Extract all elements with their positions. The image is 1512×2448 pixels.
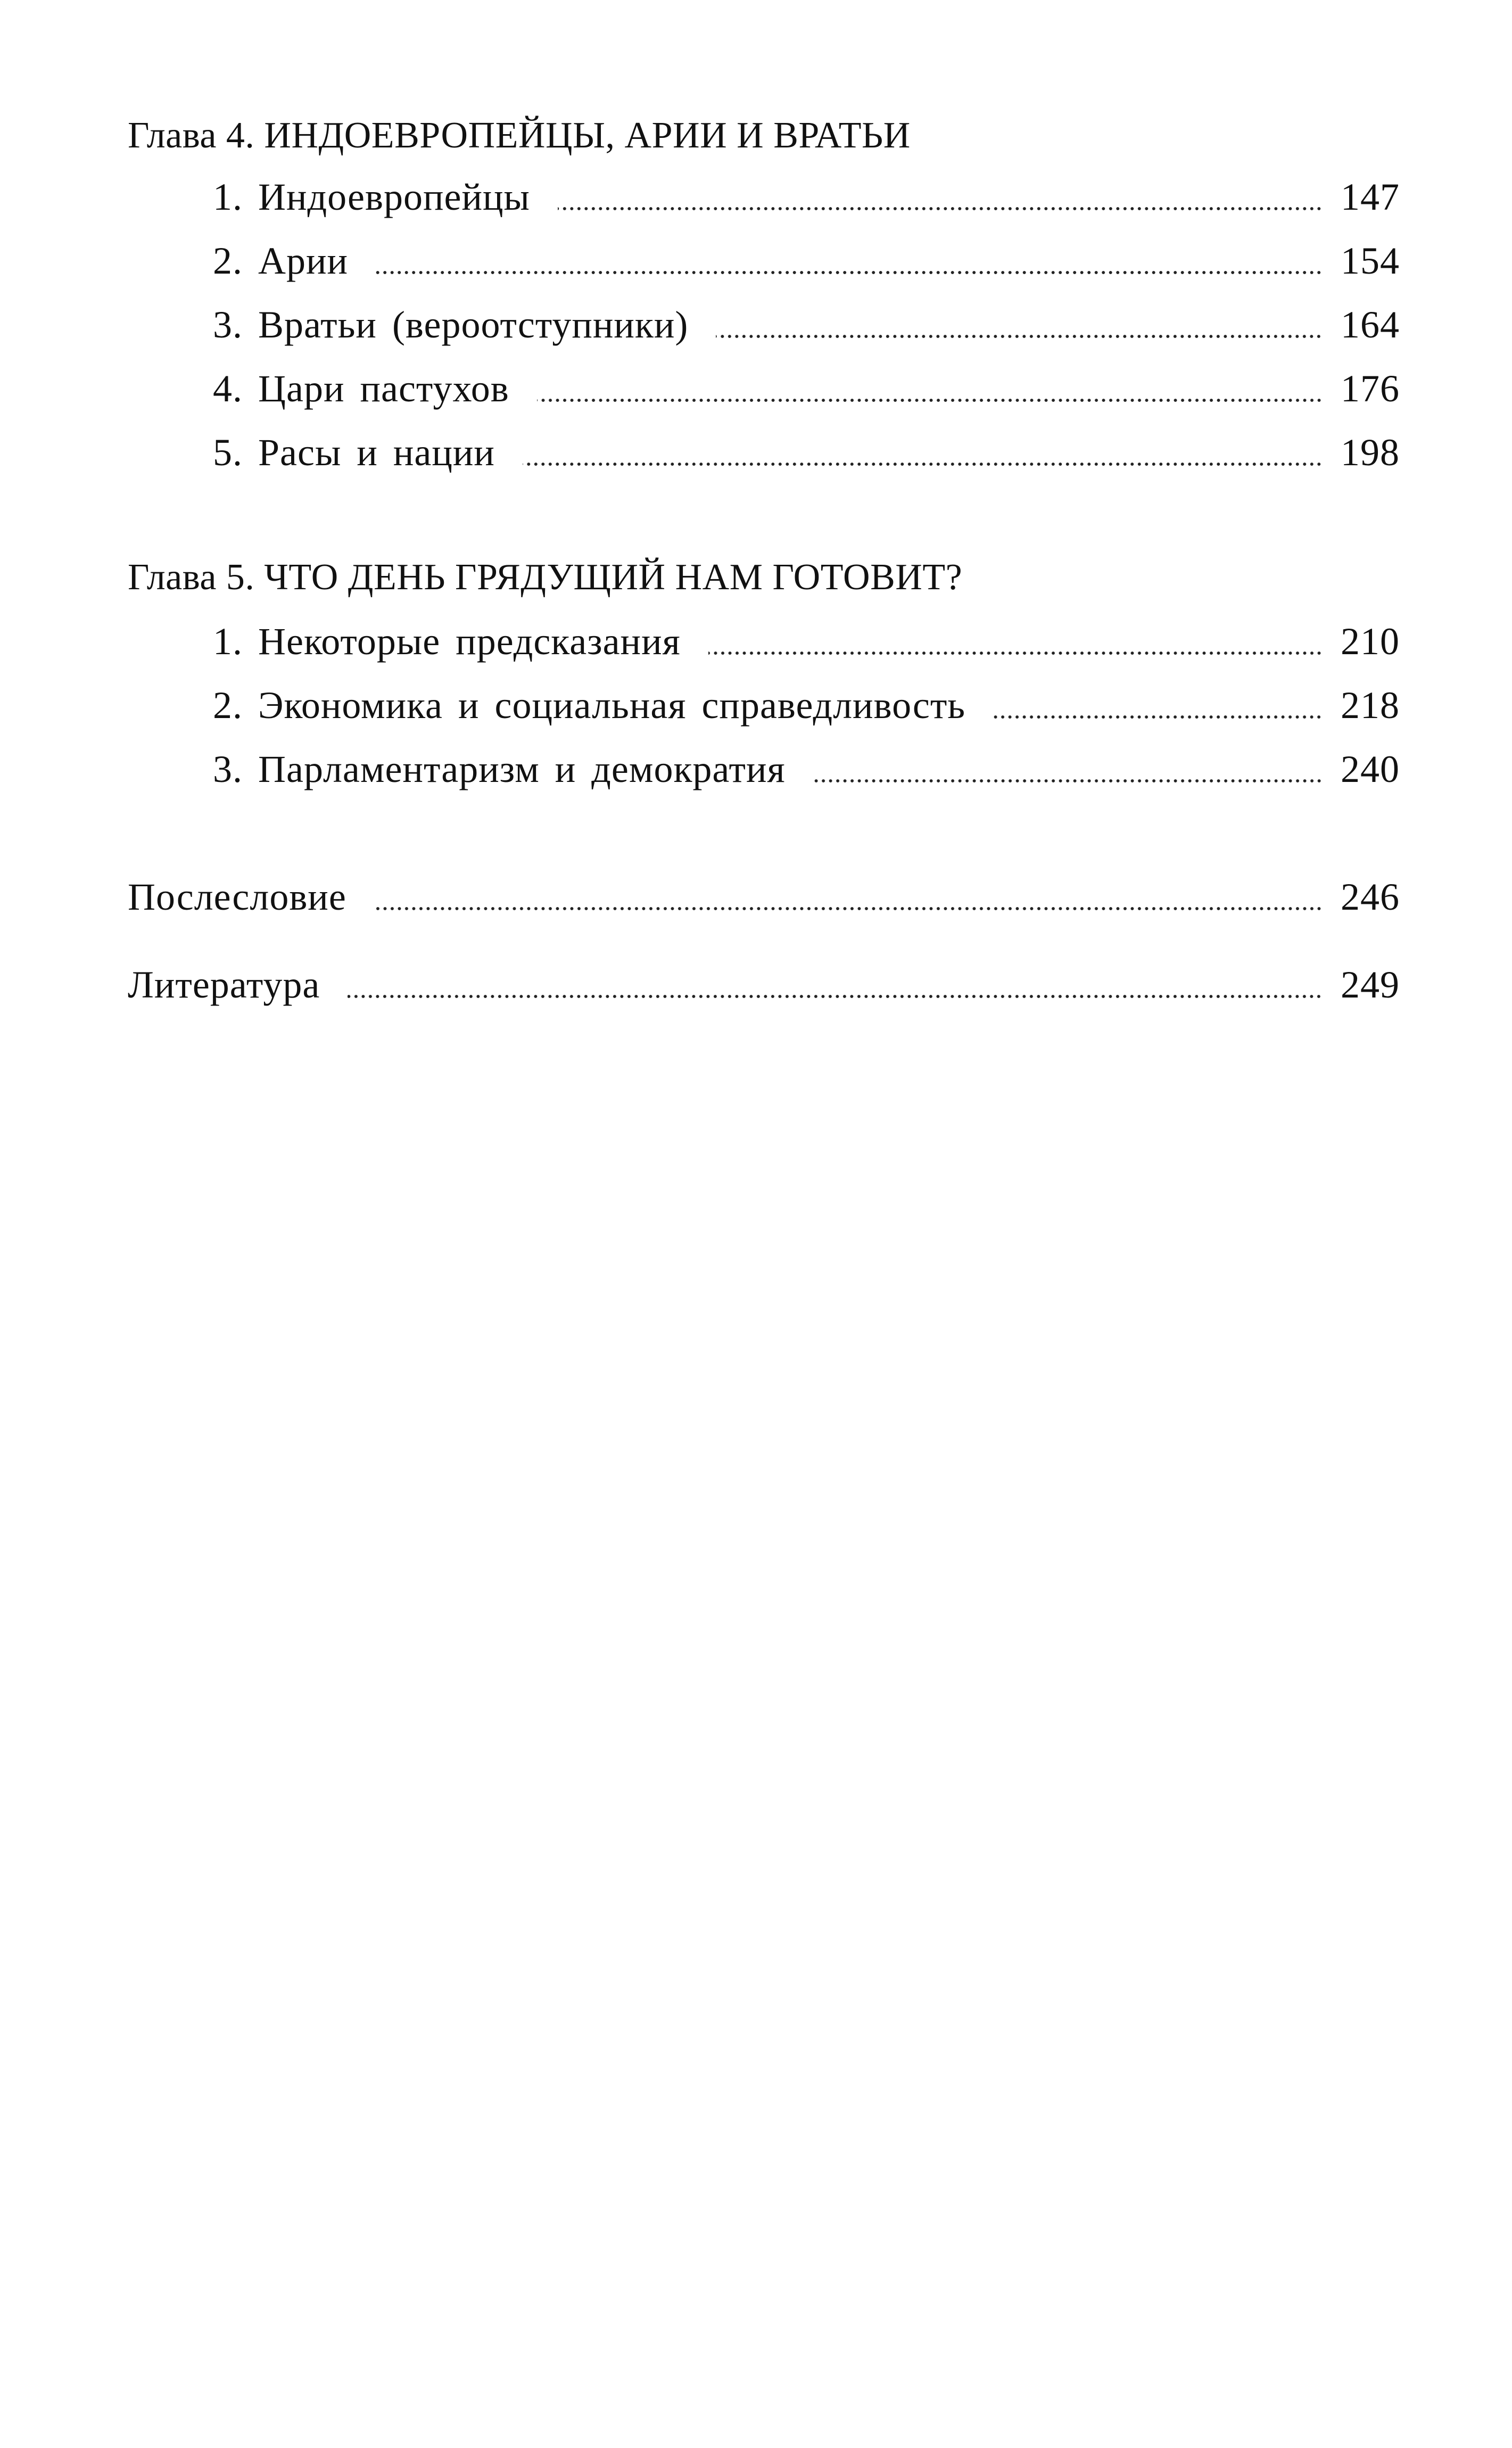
toc-entry-page: 176 — [1341, 367, 1400, 410]
toc-entry-economics[interactable] — [213, 681, 1400, 729]
toc-entry-label: 2. Арии — [213, 240, 349, 282]
toc-entry-label: 2. Экономика и социальная справедливость — [213, 684, 966, 727]
toc-entry-literature[interactable] — [128, 961, 1400, 1009]
toc-entry-label: 1. Некоторые предсказания — [213, 620, 681, 663]
toc-entry-page: 210 — [1341, 620, 1400, 663]
toc-entry-label: 4. Цари пастухов — [213, 367, 509, 410]
toc-entry-label: 3. Парламентаризм и демократия — [213, 748, 786, 790]
dot-leader — [523, 461, 1323, 467]
chapter-5-title: Глава 5. ЧТО ДЕНЬ ГРЯДУЩИЙ НАМ ГОТОВИТ? — [128, 557, 963, 598]
toc-entry-page: 198 — [1341, 431, 1400, 474]
dot-leader — [716, 333, 1323, 340]
toc-entry-vratyas[interactable] — [213, 301, 1400, 349]
toc-entry-page: 154 — [1341, 240, 1400, 282]
toc-entry-label: 1. Индоевропейцы — [213, 176, 530, 218]
dot-leader — [993, 714, 1323, 720]
toc-entry-page: 147 — [1341, 176, 1400, 218]
toc-entry-aryans[interactable] — [213, 237, 1400, 285]
chapter-4-title: Глава 4. ИНДОЕВРОПЕЙЦЫ, АРИИ И ВРАТЬИ — [128, 115, 911, 156]
dot-leader — [708, 650, 1323, 656]
toc-entry-label: Литература — [128, 963, 320, 1006]
dot-leader — [813, 778, 1323, 784]
dot-leader — [374, 905, 1323, 912]
toc-entry-indoeuropeans[interactable] — [213, 173, 1400, 221]
dot-leader — [537, 397, 1323, 403]
toc-entry-predictions[interactable] — [213, 617, 1400, 665]
dot-leader — [558, 205, 1323, 212]
dot-leader — [348, 993, 1323, 1000]
toc-entry-page: 246 — [1341, 876, 1400, 918]
toc-entry-page: 218 — [1341, 684, 1400, 727]
toc-entry-afterword[interactable] — [128, 873, 1400, 921]
dot-leader — [376, 269, 1323, 276]
toc-entry-page: 240 — [1341, 748, 1400, 790]
toc-entry-label: 5. Расы и нации — [213, 431, 495, 474]
toc-entry-races-nations[interactable] — [213, 428, 1400, 476]
toc-entry-page: 249 — [1341, 963, 1400, 1006]
toc-entry-label: Послесловие — [128, 876, 346, 918]
toc-entry-label: 3. Вратьи (вероотступники) — [213, 303, 689, 346]
toc-entry-page: 164 — [1341, 303, 1400, 346]
toc-entry-shepherd-kings[interactable] — [213, 365, 1400, 413]
toc-entry-parliamentarism[interactable] — [213, 745, 1400, 793]
